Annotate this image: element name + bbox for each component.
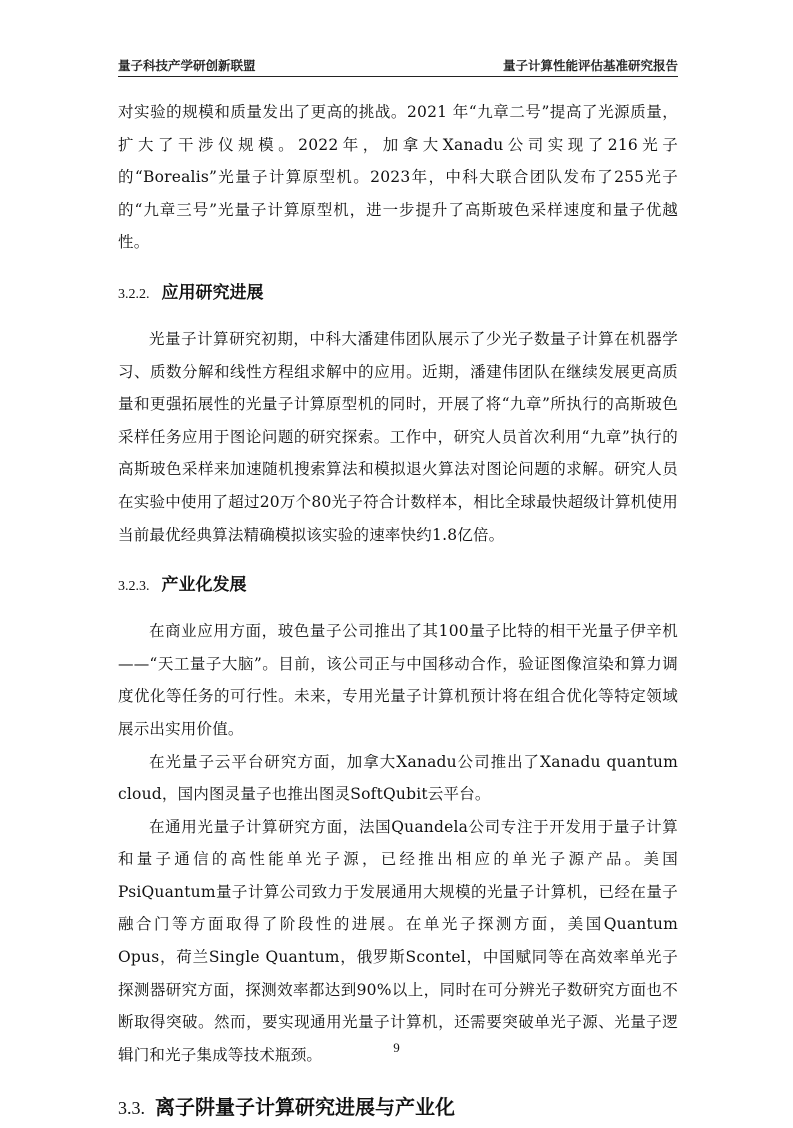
section-title: 离子阱量子计算研究进展与产业化 bbox=[155, 1095, 455, 1120]
page-header bbox=[118, 54, 678, 77]
paragraph-continuation: 对实验的规模和质量发出了更高的挑战。2021 年“九章二号”提高了光源质量，扩大了干涉仪规模。2022年，加拿大Xanadu公司实现了216光子的“Borealis”光量子计算原型机。2023年，中科大联合团队发布了255光子的“九章三号”光量子计算原型机，进一步提升了高斯玻色采样速度和量子优越性。 bbox=[118, 103, 678, 252]
paragraph-application-research: 光量子计算研究初期，中科大潘建伟团队展示了少光子数量子计算在机器学习、质数分解和线性方程组求解中的应用。近期，潘建伟团队在继续发展更高质量和更强拓展性的光量子计算原型机的同时，开展了将“九章”所执行的高斯玻色采样任务应用于图论问题的研究探索。工作中，研究人员首次利用“九章”执行的高斯玻色采样来加速随机搜索算法和模拟退火算法对图论问题的求解。研究人员在实验中使用了超过20万个80光子符合计数样本，相比全球最快超级计算机使用当前最优经典算法精确模拟该实验的速率快约1.8亿倍。 bbox=[118, 329, 678, 544]
page-number: 9 bbox=[393, 1040, 400, 1055]
section-heading-3-2-3 bbox=[118, 567, 678, 603]
paragraph-cloud-platform: 在光量子云平台研究方面，加拿大Xanadu公司推出了Xanadu quantum cloud，国内图灵量子也推出图灵SoftQubit云平台。 bbox=[118, 752, 678, 804]
paragraph-commercial-application: 在商业应用方面，玻色量子公司推出了其100量子比特的相干光量子伊辛机——“天工量子大脑”。目前，该公司正与中国移动合作，验证图像渲染和算力调度优化等任务的可行性。未来，专用光量子计算机预计将在组合优化等特定领域展示出实用价值。 bbox=[118, 622, 678, 738]
section-number: 3.3. bbox=[118, 1098, 145, 1119]
page-body bbox=[118, 96, 678, 1127]
header-organization: 量子科技产学研创新联盟 bbox=[118, 58, 256, 73]
section-heading-3-3 bbox=[118, 1087, 678, 1127]
paragraph-general-photonic: 在通用光量子计算研究方面，法国Quandela公司专注于开发用于量子计算和量子通信的高性能单光子源，已经推出相应的单光子源产品。美国PsiQuantum量子计算公司致力于发展通用大规模的光量子计算机，已经在量子融合门等方面取得了阶段性的进展。在单光子探测方面，美国Quantum Opus，荷兰Single Quantum，俄罗斯Scontel，中国赋同等在高效率单光子探测器研究方面，探测效率都达到90%以上，同时在可分辨光子数研究方面也不断取得突破。然而，要实现通用光量子计算机，还需要突破单光子源、光量子逻辑门和光子集成等技术瓶颈。 bbox=[118, 817, 678, 1064]
section-heading-3-2-2 bbox=[118, 275, 678, 311]
section-title: 产业化发展 bbox=[161, 575, 247, 596]
section-title: 应用研究进展 bbox=[161, 282, 264, 303]
section-number: 3.2.2. bbox=[118, 286, 150, 302]
section-number: 3.2.3. bbox=[118, 579, 150, 595]
header-report-title: 量子计算性能评估基准研究报告 bbox=[502, 58, 678, 73]
